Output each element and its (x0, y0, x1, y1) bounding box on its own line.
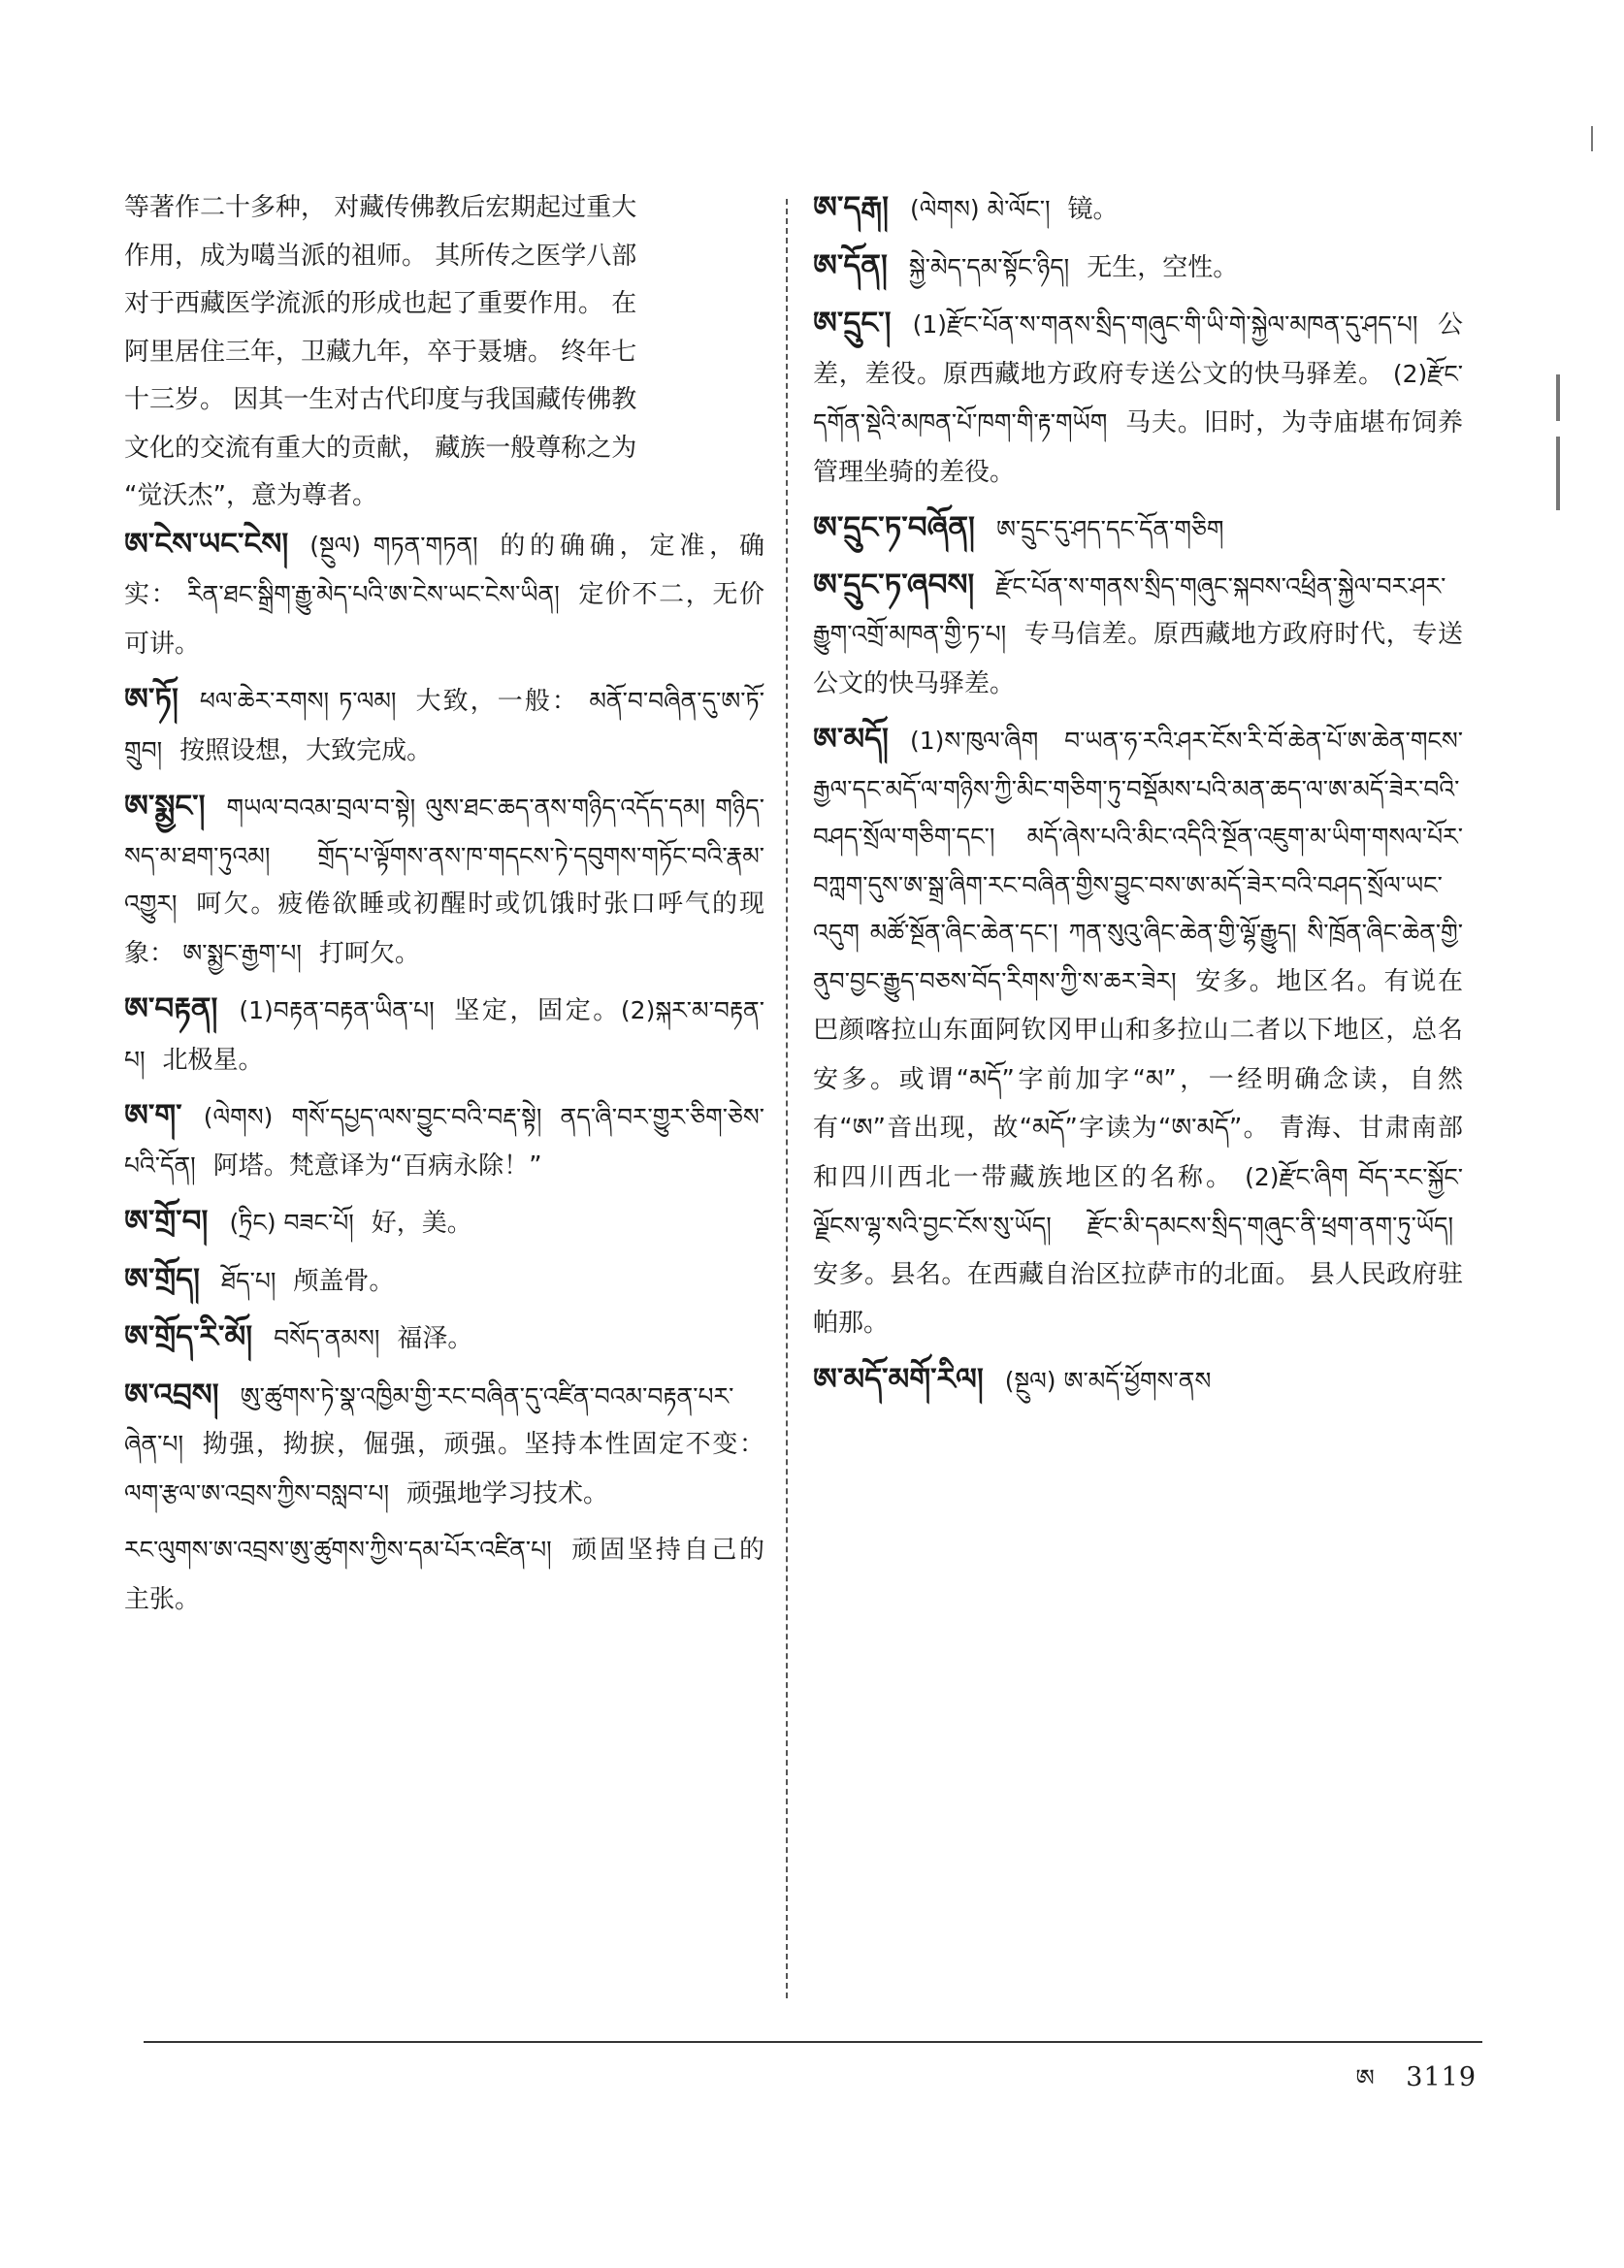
entry-chinese-example: 安多。县名。在西藏自治区拉萨市的北面。 县人民政府驻帕那。 (813, 1259, 1463, 1338)
dictionary-entry (813, 716, 1463, 1348)
entry-headword: ཨ་བརྟན། (124, 991, 218, 1026)
intro-line: 十三岁。 因其一生对古代印度与我国藏传佛教 (124, 385, 637, 414)
entry-tibetan-example: རིན་ཐང་སྒྲིག་རྒྱུ་མེད་པའི་ཨ་ངེས་ཡང་ངེས་ཡིན། (187, 580, 569, 608)
dictionary-entry (813, 184, 1463, 235)
entry-chinese-definition: 拗强，拗捩，倔强，顽强。坚持本性固定不变： (202, 1430, 764, 1459)
entry-headword: ཨ་དོན། (813, 247, 888, 283)
entry-tibetan-example: (2)རྫོང་ཞིག བོད་རང་སྐྱོང་ལྗོངས་ལྷ་སའི་བྱང་ངོས་སུ་ཡོད། རྫོང་མི་དམངས་སྲིད་གཞུང་ནི་ཕྲག་ནག་ཏུ་ཡོད། (813, 1162, 1463, 1240)
entry-tibetan-definition: (ཏྲིང) བཟང་པོ། (229, 1209, 362, 1237)
dictionary-entry (124, 1092, 764, 1190)
entry-chinese-definition: 顽固坚持自己的主张。 (124, 1536, 764, 1614)
entry-tibetan-definition: (1)བརྟན་བརྟན་ཡིན་པ། (239, 996, 445, 1024)
scan-edge-mark (1556, 437, 1560, 510)
entry-chinese-example: 打呵欠。 (318, 938, 420, 968)
entry-tibetan-definition: (ལེགས) གསོ་དཔྱད་ལས་བྱུང་བའི་བརྡ་སྟེ། ནད་ཞི་བར་གྱུར་ཅིག་ཅེས་པའི་དོན། (124, 1103, 764, 1180)
entry-chinese-example: 马夫。旧时，为寺庙堪布饲养管理坐骑的差役。 (813, 408, 1463, 487)
intro-line: 文化的交流有重大的贡献， 藏族一般尊称之为 (124, 433, 637, 463)
page-footer (1355, 2053, 1477, 2118)
dictionary-entry (813, 300, 1463, 497)
entry-tibetan-definition: (1)རྫོང་པོན་ས་གནས་སྲིད་གཞུང་གི་ཡི་གེ་སྐྱེལ་མཁན་དུ་ཤད་པ། (912, 310, 1428, 339)
entry-tibetan-definition: ཕལ་ཆེར་རགས། ཏ་ལམ། (199, 687, 406, 715)
entry-chinese-definition: 专马信差。原西藏地方政府时代，专送公文的快马驿差。 (813, 620, 1463, 698)
entry-headword: ཨ་དྲུང་། (813, 306, 892, 340)
dictionary-entry (813, 1356, 1463, 1406)
entry-chinese-example: 顽强地学习技术。 (406, 1478, 609, 1508)
dictionary-entry (813, 504, 1463, 554)
intro-line: 等著作二十多种， 对藏传佛教后宏期起过重大 (124, 193, 637, 222)
entry-chinese-definition: 好，美。 (371, 1209, 472, 1238)
entry-chinese-definition: 公差，差役。原西藏地方政府专送公文的快马驿差。 (813, 310, 1463, 389)
entry-chinese-definition: 呵欠。疲倦欲睡或初醒时或饥饿时张口呼气的现象： (124, 890, 764, 968)
entry-headword: ཨ་ག་ (124, 1098, 182, 1133)
page-number: 3119 (1406, 2062, 1477, 2092)
dictionary-entry (124, 1526, 764, 1624)
intro-line: 对于西藏医学流派的形成也起了重要作用。 在 (124, 289, 637, 318)
dictionary-entry (124, 1198, 764, 1248)
left-column (124, 184, 764, 1624)
entry-headword: ཨ་གྲོ་བ། (124, 1204, 209, 1239)
scan-edge-mark (1556, 374, 1560, 421)
entry-chinese-definition: 镜。 (1067, 195, 1119, 224)
entry-tibetan-definition: ཨུ་ཚུགས་ཏེ་སྣ་འཁྱིམ་གྱི་རང་བཞིན་དུ་འཛིན་བའམ་བརྟན་པར་ཞེན་པ། (124, 1381, 734, 1458)
dictionary-entry (124, 1372, 764, 1519)
entry-chinese-example: 定价不二，无价可讲。 (124, 580, 764, 659)
entry-headword: ཨ་གྲོད་རི་མོ། (124, 1319, 253, 1354)
entry-chinese-definition: 安多。地区名。有说在巴颜喀拉山东面阿钦冈甲山和多拉山二者以下地区，总名安多。或谓“མདོ”字前加字“མ”，一经明确念读，自然有“ཨ”音出现，故“མདོ”字读为“ཨ་མདོ”。 青海、甘肃南部和四川西北一带藏族地区的名称。 (813, 966, 1463, 1192)
section-letter: ཨ (1355, 2064, 1376, 2091)
entry-headword: ཨ་དརྒ། (813, 190, 889, 225)
entry-tibetan-example: (2)སྐར་མ་བརྟན་པ། (124, 996, 764, 1074)
dictionary-entry (124, 1256, 764, 1307)
entry-tibetan-example: ཨ་སྨྱང་རྒྱག་པ། (182, 938, 309, 967)
entry-tibetan-definition: རང་ལུགས་ཨ་འབྲས་ཨུ་ཚུགས་ཀྱིས་དམ་པོར་འཛིན་པ། (124, 1536, 563, 1564)
left-entry-list (124, 521, 764, 1625)
dictionary-entry (124, 1313, 764, 1364)
entry-headword: ཨ་མདོ་མགོ་རིལ། (813, 1361, 984, 1397)
entry-headword: ཨ་སྨྱང་། (124, 789, 206, 824)
entry-tibetan-example: མནོ་བ་བཞིན་དུ་ཨ་ཏོ་གྲུབ། (124, 687, 765, 764)
entry-chinese-definition: 的的确确，定准，确实： (124, 531, 764, 609)
intro-line: 作用，成为噶当派的祖师。 其所传之医学八部 (124, 241, 637, 271)
entry-tibetan-definition: (1)ས་ཁུལ་ཞིག བ་ཡན་ཧ་རའི་ཤར་ངོས་རི་བོ་ཆེན་པོ་ཨ་ཆེན་གངས་རྒྱལ་དང་མདོ་ལ་གཉིས་ཀྱི་མིང་གཅིག་ཏུ་བསྡོམས་པའི་མན་ཆད་ལ་ཨ་མདོ་ཟེར་བའི་བཤད་སྲོལ་གཅིག་དང་། མདོ་ཞེས་པའི་མིང་འདིའི་སྔོན་འཇུག་མ་ཡིག་གསལ་པོར་བཀླག་དུས་ཨ་སྒྲ་ཞིག་རང་བཞིན་གྱིས་བྱུང་བས་ཨ་མདོ་ཟེར་བའི་བཤད་སྲོལ་ཡང་འདུག མཚོ་སྔོན་ཞིང་ཆེན་དང་། ཀན་སུའུ་ཞིང་ཆེན་གྱི་ལྷོ་རྒྱུད། སི་ཁྲོན་ཞིང་ཆེན་གྱི་ནུབ་བྱང་རྒྱུད་བཅས་བོད་རིགས་ཀྱི་ས་ཆར་ཟེར། (813, 727, 1463, 995)
entry-tibetan-definition: ཐོད་པ། (221, 1266, 284, 1295)
intro-paragraph (124, 184, 764, 521)
dictionary-entry (813, 243, 1463, 293)
entry-tibetan-definition: (ལེགས) མེ་ལོང་། (910, 195, 1058, 223)
dictionary-entry (813, 562, 1463, 709)
entry-tibetan-definition: རྫོང་པོན་ས་གནས་སྲིད་གཞུང་སྐབས་འཕྲིན་སྐྱེལ་བར་ཤར་རྒྱུག་འགྲོ་མཁན་གྱི་ཏ་པ། (813, 571, 1446, 648)
column-divider (786, 199, 788, 1998)
entry-chinese-definition: 无生，空性。 (1087, 252, 1239, 282)
entry-tibetan-example: (2)རྫོང་དགོན་སྡེའི་མཁན་པོ་ཁག་གི་རྟ་གཡོག (813, 359, 1463, 437)
entry-headword: ཨ་ངེས་ཡང་ངེས། (124, 526, 289, 562)
entry-tibetan-definition: (སྔུལ) གཏན་གཏན། (309, 531, 491, 560)
dictionary-entry (124, 783, 764, 978)
entry-tibetan-definition: སྐྱེ་མེད་དམ་སྟོང་ཉིད། (908, 252, 1078, 281)
scan-edge-mark (1591, 126, 1593, 151)
entry-headword: ཨ་མདོ། (813, 722, 889, 757)
entry-tibetan-example: ལག་རྩལ་ཨ་འབྲས་ཀྱིས་བསླབ་པ། (124, 1478, 397, 1507)
entry-chinese-definition: 颅盖骨。 (293, 1266, 395, 1296)
intro-line: 阿里居住三年，卫藏九年，卒于聂塘。 终年七 (124, 337, 637, 367)
entry-headword: ཨ་དྲུང་ཏ་བཞོན། (813, 510, 975, 545)
footer-rule (144, 2041, 1482, 2043)
entry-chinese-definition: 大致，一般： (415, 687, 590, 716)
dictionary-entry (124, 521, 764, 669)
dictionary-entry (124, 986, 764, 1085)
entry-chinese-definition: 福泽。 (397, 1324, 473, 1353)
dictionary-entry (124, 676, 764, 775)
entry-chinese-example: 按照设想，大致完成。 (179, 735, 433, 765)
right-column (813, 184, 1463, 1405)
entry-tibetan-definition: གཡལ་བའམ་བྲལ་བ་སྟེ། ལུས་ཐང་ཆད་ནས་གཉིད་འདོད་དམ། གཉིད་སད་མ་ཐག་ཏུའམ། གྲོད་པ་ལྟོགས་ནས་ཁ་གདངས་ཏེ་དབུགས་གཏོང་བའི་རྣམ་འགྱུར། (124, 794, 764, 918)
entry-headword: ཨ་ཏོ། (124, 682, 179, 717)
intro-line: “觉沃杰”，意为尊者。 (124, 481, 377, 510)
entry-tibetan-definition: (སྔུལ) ཨ་མདོ་ཕྱོགས་ནས (1004, 1366, 1212, 1395)
right-entry-list (813, 184, 1463, 1405)
entry-tibetan-definition: ཨ་དྲུང་དུ་ཤད་དང་དོན་གཅིག (995, 515, 1224, 543)
entry-headword: ཨ་དྲུང་ཏ་ཞབས། (813, 567, 975, 602)
entry-headword: ཨ་གྲོད། (124, 1261, 200, 1297)
entry-headword: ཨ་འབྲས། (124, 1377, 219, 1412)
entry-chinese-example: 北极星。 (162, 1045, 264, 1075)
entry-tibetan-definition: བསོད་ནམས། (274, 1324, 388, 1352)
entry-chinese-definition: 坚定，固定。 (454, 996, 621, 1025)
entry-chinese-definition: 阿塔。梵意译为“百病永除！” (212, 1150, 542, 1181)
